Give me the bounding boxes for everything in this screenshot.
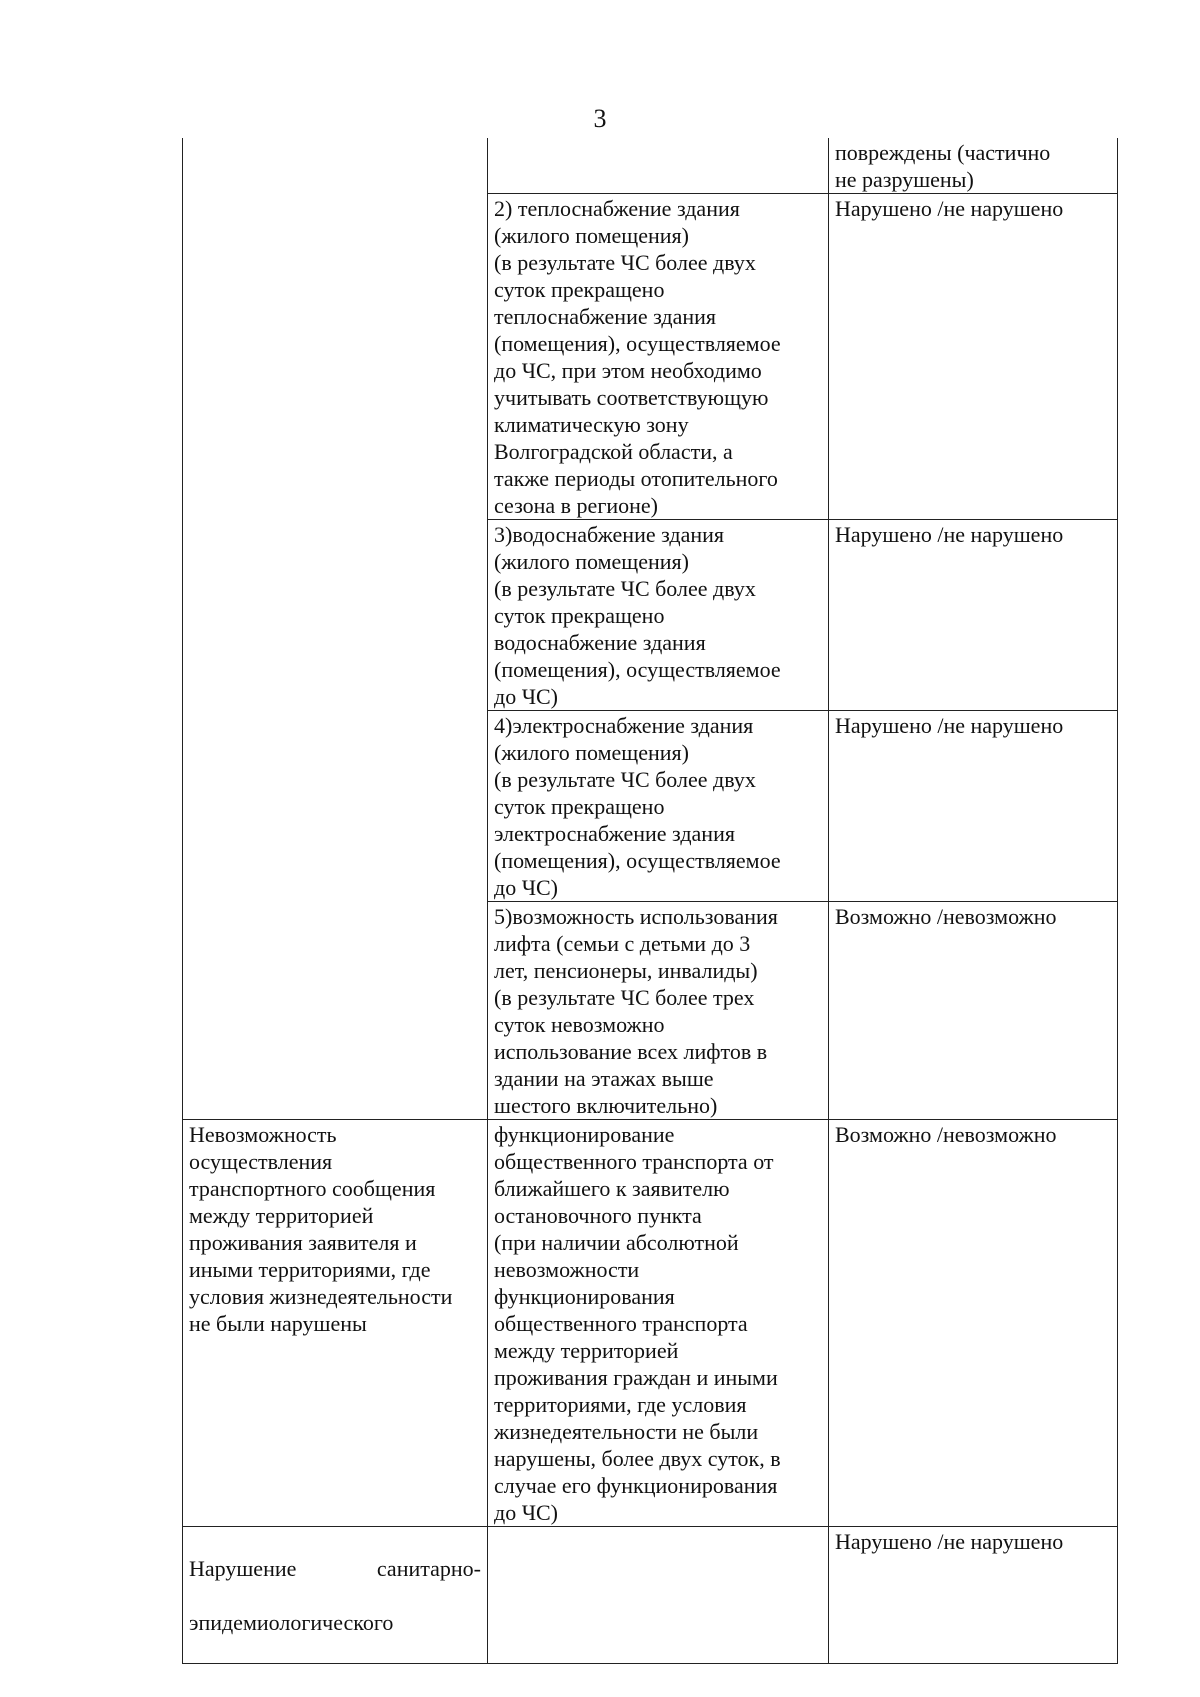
page-number: 3	[593, 104, 607, 133]
table-cell-status: Нарушено /не нарушено	[829, 520, 1118, 711]
table-cell-criterion	[183, 520, 488, 711]
table-cell-condition: 5)возможность использования лифта (семьи с детьми до 3 лет, пенсионеры, инвалиды) (в результате ЧС более трех суток невозможно использование всех лифтов в здании на этажах выше шестого включительно)	[488, 902, 829, 1120]
table-row	[183, 902, 1118, 1120]
table-cell-criterion	[183, 1527, 488, 1664]
table-cell-condition	[488, 138, 829, 194]
table-cell-status: повреждены (частично не разрушены)	[829, 138, 1118, 194]
table-row	[183, 1527, 1118, 1664]
table-cell-criterion: Невозможность осуществления транспортного сообщения между территорией проживания заявителя и иными территориями, где условия жизнедеятельности не были нарушены	[183, 1120, 488, 1527]
table-cell-status: Нарушено /не нарушено	[829, 1527, 1118, 1664]
table-cell-status: Нарушено /не нарушено	[829, 194, 1118, 520]
table-cell-criterion	[183, 138, 488, 194]
table-cell-condition: функционирование общественного транспорта от ближайшего к заявителю остановочного пункта (при наличии абсолютной невозможности функционирования общественного транспорта между территорией проживания граждан и иными территориями, где условия жизнедеятельности не были нарушены, более двух суток, в случае его функционирования до ЧС)	[488, 1120, 829, 1527]
table-row	[183, 138, 1118, 194]
table-cell-criterion	[183, 194, 488, 520]
table-cell-condition: 4)электроснабжение здания (жилого помещения) (в результате ЧС более двух суток прекращено электроснабжение здания (помещения), осуществляемое до ЧС)	[488, 711, 829, 902]
table-row	[183, 711, 1118, 902]
table-cell-status: Возможно /невозможно	[829, 1120, 1118, 1527]
criterion-line: Нарушение санитарно-	[189, 1556, 481, 1581]
table-cell-status: Нарушено /не нарушено	[829, 711, 1118, 902]
table-cell-criterion	[183, 902, 488, 1120]
table-cell-condition	[488, 1527, 829, 1664]
criterion-line: эпидемиологического	[189, 1610, 394, 1635]
table-cell-status: Возможно /невозможно	[829, 902, 1118, 1120]
table-cell-condition: 2) теплоснабжение здания (жилого помещения) (в результате ЧС более двух суток прекращено теплоснабжение здания (помещения), осуществляемое до ЧС, при этом необходимо учитывать соответствующую климатическую зону Волгоградской области, а также периоды отопительного сезона в регионе)	[488, 194, 829, 520]
table-cell-condition: 3)водоснабжение здания (жилого помещения) (в результате ЧС более двух суток прекращено водоснабжение здания (помещения), осуществляемое до ЧС)	[488, 520, 829, 711]
table-row	[183, 520, 1118, 711]
table-row	[183, 194, 1118, 520]
criteria-table	[182, 138, 1118, 1664]
table-cell-criterion	[183, 711, 488, 902]
table-row	[183, 1120, 1118, 1527]
